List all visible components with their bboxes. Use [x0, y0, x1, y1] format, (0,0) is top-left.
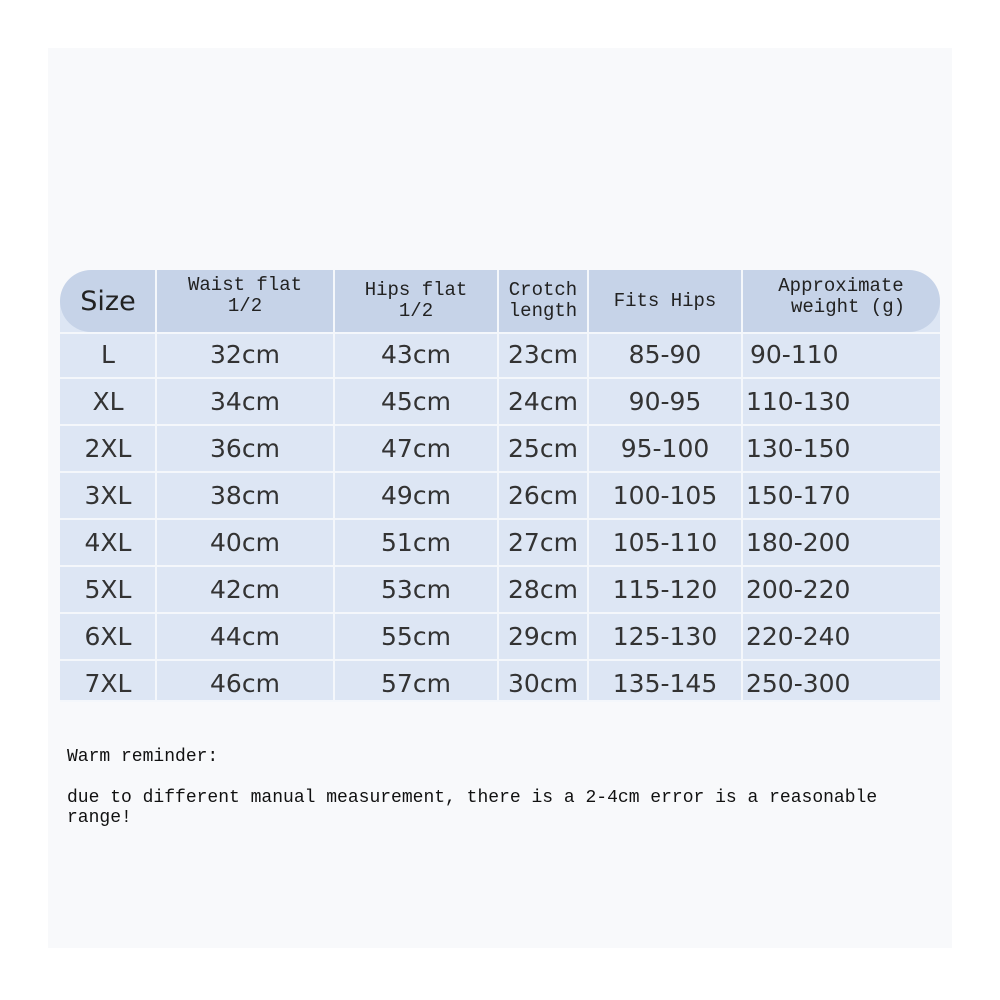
cell-waist: 38cm	[210, 481, 280, 510]
header-hips	[334, 270, 498, 332]
header-hips-line2: 1/2	[398, 300, 434, 322]
header-size	[60, 270, 156, 332]
header-weight-line1: Approximate	[778, 275, 904, 297]
cell-crotch: 25cm	[508, 434, 578, 463]
cell-fits-hips: 125-130	[612, 622, 718, 651]
note-line-2: range!	[67, 808, 132, 828]
cell-weight: 130-150	[746, 434, 851, 463]
cell-hips: 47cm	[381, 434, 451, 463]
cell-waist: 40cm	[210, 528, 280, 557]
header-waist	[156, 270, 334, 332]
cell-crotch: 30cm	[508, 669, 578, 698]
cell-hips: 49cm	[381, 481, 451, 510]
cell-fits-hips: 85-90	[628, 340, 702, 369]
header-crotch	[498, 270, 588, 332]
table-row	[60, 331, 940, 378]
cell-fits-hips: 135-145	[612, 669, 718, 698]
cell-weight: 110-130	[746, 387, 851, 416]
header-weight	[742, 270, 940, 332]
cell-fits-hips: 95-100	[620, 434, 710, 463]
header-crotch-line1: Crotch	[508, 279, 578, 301]
cell-waist: 44cm	[210, 622, 280, 651]
cell-hips: 45cm	[381, 387, 451, 416]
table-row	[60, 378, 940, 425]
cell-fits-hips: 105-110	[612, 528, 718, 557]
cell-weight: 250-300	[746, 669, 851, 698]
cell-hips: 43cm	[381, 340, 451, 369]
cell-crotch: 23cm	[508, 340, 578, 369]
cell-crotch: 24cm	[508, 387, 578, 416]
cell-weight: 220-240	[746, 622, 851, 651]
table-row	[60, 519, 940, 566]
header-size-label: Size	[80, 285, 136, 317]
cell-crotch: 28cm	[508, 575, 578, 604]
table-row	[60, 613, 940, 660]
cell-size: 6XL	[84, 622, 132, 651]
note-title: Warm reminder:	[67, 747, 219, 767]
cell-size: L	[101, 340, 115, 369]
cell-weight: 150-170	[746, 481, 851, 510]
cell-weight: 200-220	[746, 575, 851, 604]
note-line-1: due to different manual measurement, there is a 2-4cm error is a reasonable	[67, 788, 878, 808]
table-row	[60, 425, 940, 472]
cell-size: 4XL	[84, 528, 132, 557]
cell-weight: 180-200	[746, 528, 851, 557]
table-row	[60, 660, 940, 707]
cell-size: 2XL	[84, 434, 132, 463]
header-fits-hips-label: Fits Hips	[613, 289, 717, 312]
cell-waist: 42cm	[210, 575, 280, 604]
cell-waist: 46cm	[210, 669, 280, 698]
cell-size: 5XL	[84, 575, 132, 604]
table-row	[60, 472, 940, 519]
header-crotch-line2: length	[508, 300, 578, 322]
cell-hips: 57cm	[381, 669, 451, 698]
cell-crotch: 27cm	[508, 528, 578, 557]
header-waist-line2: 1/2	[227, 295, 263, 317]
cell-waist: 32cm	[210, 340, 280, 369]
cell-size: XL	[92, 387, 124, 416]
header-fits-hips	[588, 270, 742, 332]
cell-crotch: 26cm	[508, 481, 578, 510]
cell-waist: 34cm	[210, 387, 280, 416]
header-waist-line1: Waist flat	[187, 274, 303, 296]
cell-size: 7XL	[84, 669, 132, 698]
cell-fits-hips: 90-95	[628, 387, 702, 416]
cell-hips: 55cm	[381, 622, 451, 651]
table-row	[60, 566, 940, 613]
cell-fits-hips: 100-105	[612, 481, 718, 510]
cell-crotch: 29cm	[508, 622, 578, 651]
cell-waist: 36cm	[210, 434, 280, 463]
cell-hips: 51cm	[381, 528, 451, 557]
size-chart-table	[60, 270, 940, 702]
header-hips-line1: Hips flat	[364, 279, 468, 301]
cell-weight: 90-110	[750, 340, 839, 369]
cell-fits-hips: 115-120	[612, 575, 718, 604]
cell-hips: 53cm	[381, 575, 451, 604]
cell-size: 3XL	[84, 481, 132, 510]
header-weight-line2: weight (g)	[790, 296, 906, 318]
